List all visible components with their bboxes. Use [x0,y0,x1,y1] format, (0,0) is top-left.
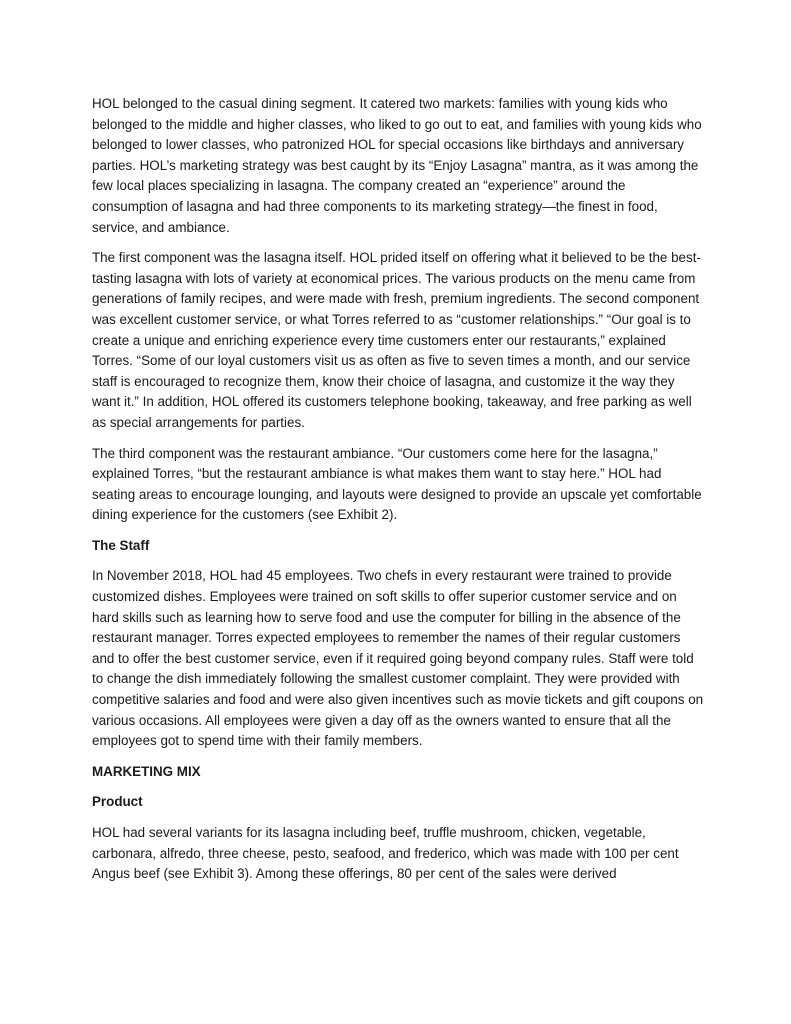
paragraph-market-segment: HOL belonged to the casual dining segment. It catered two markets: families with young kids who belonged to the middle and higher classes, who liked to go out to eat, and families with young kids who belonged to lower classes, who patronized HOL for special occasions like birthdays and anniversary parties. HOL’s marketing strategy was best caught by its “Enjoy Lasagna” mantra, as it was among the few local places specializing in lasagna. The company created an “experience” around the consumption of lasagna and had three components to its marketing strategy—the finest in food, service, and ambiance. [92,96,702,235]
paragraph-first-component: The first component was the lasagna itself. HOL prided itself on offering what it believed to be the best-tasting lasagna with lots of variety at economical prices. The various products on the menu came from generations of family recipes, and were made with fresh, premium ingredients. The second component was excellent customer service, or what Torres referred to as “customer relationships.” “Our goal is to create a unique and enriching experience every time customers enter our restaurants,” explained Torres. “Some of our loyal customers visit us as often as five to seven times a month, and our service staff is encouraged to recognize them, know their choice of lasagna, and customize it the way they want it.” In addition, HOL offered its customers telephone booking, takeaway, and free parking as well as special arrangements for parties. [92,250,701,430]
paragraph-staff: In November 2018, HOL had 45 employees. Two chefs in every restaurant were trained to provide customized dishes. Employees were trained on soft skills to offer superior customer service and on hard skills such as learning how to serve food and use the computer for billing in the absence of the restaurant manager. Torres expected employees to remember the names of their regular customers and to offer the best customer service, even if it required going beyond company rules. Staff were told to change the dish immediately following the smallest customer complaint. They were provided with competitive salaries and food and were also given incentives such as movie tickets and gift coupons on various occasions. All employees were given a day off as the owners wanted to ensure that all the employees got to spend time with their family members. [92,568,704,749]
heading-marketing-mix: MARKETING MIX [92,763,201,779]
heading-the-staff: The Staff [92,537,150,553]
heading-product: Product [92,794,143,810]
paragraph-product: HOL had several variants for its lasagna including beef, truffle mushroom, chicken, vegetable, carbonara, alfredo, three cheese, pesto, seafood, and frederico, which was made with 100 per cent Angus beef (see Exhibit 3). Among these offerings, 80 per cent of the sales were derived [92,825,679,882]
document-page [92,94,704,895]
paragraph-third-component: The third component was the restaurant ambiance. “Our customers come here for the lasagna,” explained Torres, “but the restaurant ambiance is what makes them want to stay here.” HOL had seating areas to encourage lounging, and layouts were designed to provide an upscale yet comfortable dining experience for the customers (see Exhibit 2). [92,445,702,523]
